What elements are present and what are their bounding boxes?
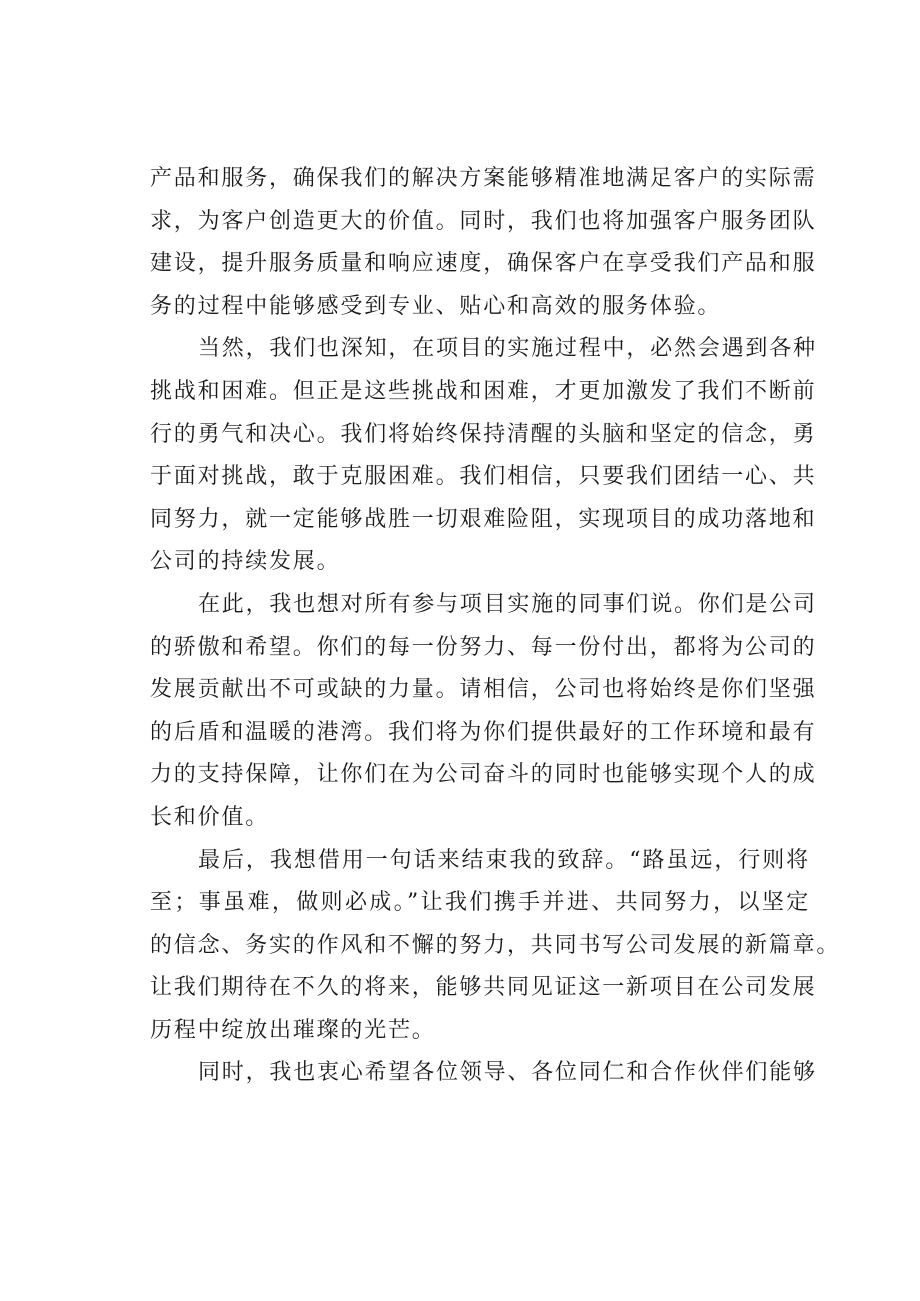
paragraph-start-line: 同时，我也衷心希望各位领导、各位同仁和合作伙伴们能够 bbox=[198, 1060, 817, 1086]
text-line: 挑战和困难。但正是这些挑战和困难，才更加激发了我们不断前 bbox=[150, 378, 817, 404]
text-line: 发展贡献出不可或缺的力量。请相信，公司也将始终是你们坚强 bbox=[150, 677, 817, 703]
body-text bbox=[150, 158, 841, 1095]
text-line: 历程中绽放出璀璨的光芒。 bbox=[150, 1017, 436, 1043]
text-line: 务的过程中能够感受到专业、贴心和高效的服务体验。 bbox=[150, 293, 722, 319]
paragraph-start-line: 最后，我想借用一句话来结束我的致辞。“路虽远，行则将 bbox=[198, 847, 810, 873]
text-line: 产品和服务，确保我们的解决方案能够精准地满足客户的实际需 bbox=[150, 166, 817, 191]
text-line: 让我们期待在不久的将来，能够共同见证这一新项目在公司发展 bbox=[150, 975, 817, 1001]
text-line: 的骄傲和希望。你们的每一份努力、每一份付出，都将为公司的 bbox=[150, 634, 817, 660]
text-line: 求，为客户创造更大的价值。同时，我们也将加强客户服务团队 bbox=[150, 208, 817, 234]
text-line: 公司的持续发展。 bbox=[150, 549, 341, 575]
text-line: 长和价值。 bbox=[150, 804, 270, 830]
text-line: 至；事虽难，做则必成。”让我们携手并进、共同努力，以坚定 bbox=[150, 890, 810, 916]
text-line: 行的勇气和决心。我们将始终保持清醒的头脑和坚定的信念，勇 bbox=[150, 421, 817, 447]
text-line: 建设，提升服务质量和响应速度，确保客户在享受我们产品和服 bbox=[150, 251, 817, 277]
text-line: 的信念、务实的作风和不懈的努力，共同书写公司发展的新篇章。 bbox=[150, 932, 841, 958]
text-line: 同努力，就一定能够战胜一切艰难险阻，实现项目的成功落地和 bbox=[150, 506, 817, 532]
paragraph-start-line: 在此，我也想对所有参与项目实施的同事们说。你们是公司 bbox=[198, 591, 817, 617]
paragraph-start-line: 当然，我们也深知，在项目的实施过程中，必然会遇到各种 bbox=[198, 336, 817, 362]
text-line: 的后盾和温暖的港湾。我们将为你们提供最好的工作环境和最有 bbox=[150, 719, 817, 745]
text-line: 于面对挑战，敢于克服困难。我们相信，只要我们团结一心、共 bbox=[150, 464, 817, 490]
text-line: 力的支持保障，让你们在为公司奋斗的同时也能够实现个人的成 bbox=[150, 762, 817, 788]
